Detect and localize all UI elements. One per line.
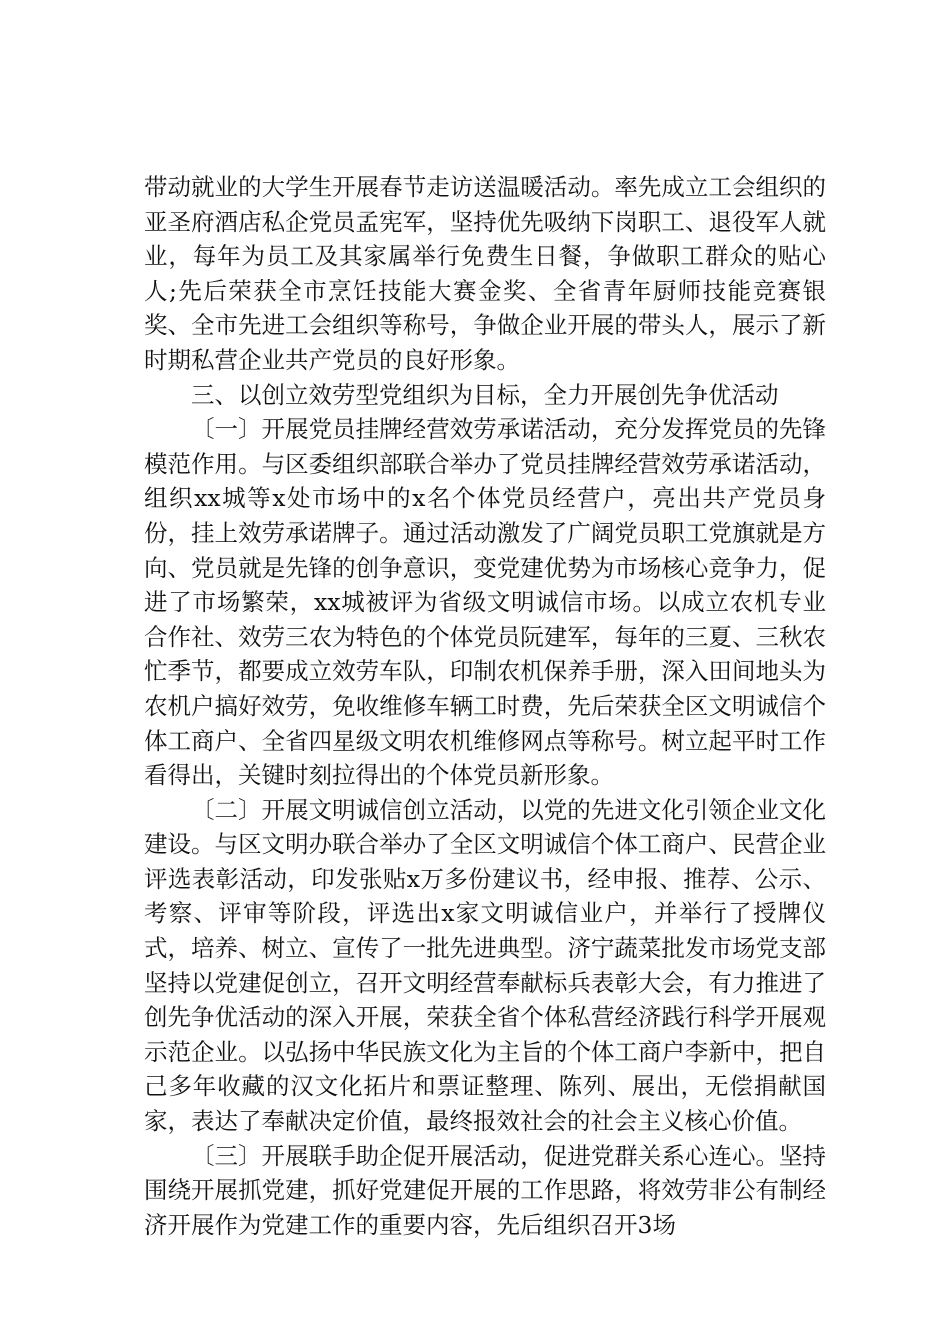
document-page [144,170,826,1242]
paragraph-subsection-two: 〔二〕开展文明诚信创立活动，以党的先进文化引领企业文化建设。与区文明办联合举办了全区文明诚信个体工商户、民营企业评选表彰活动，印发张贴x万多份建议书，经申报、推荐、公示、考察、评审等阶段，评选出x家文明诚信业户，并举行了授牌仪式，培养、树立、宣传了一批先进典型。济宁蔬菜批发市场党支部坚持以党建促创立，召开文明经营奉献标兵表彰大会，有力推进了创先争优活动的深入开展，荣获全省个体私营经济践行科学开展观示范企业。以弘扬中华民族文化为主旨的个体工商户李新中，把自己多年收藏的汉文化拓片和票证整理、陈列、展出，无偿捐献国家，表达了奉献决定价值，最终报效社会的社会主义核心价值。 [144,795,826,1136]
paragraph-subsection-one: 〔一〕开展党员挂牌经营效劳承诺活动，充分发挥党员的先锋模范作用。与区委组织部联合举办了党员挂牌经营效劳承诺活动，组织xx城等x处市场中的x名个体党员经营户，亮出共产党员身份，挂上效劳承诺牌子。通过活动激发了广阔党员职工党旗就是方向、党员就是先锋的创争意识，变党建优势为市场核心竞争力，促进了市场繁荣，xx城被评为省级文明诚信市场。以成立农机专业合作社、效劳三农为特色的个体党员阮建军，每年的三夏、三秋农忙季节，都要成立效劳车队，印制农机保养手册，深入田间地头为农机户搞好效劳，免收维修车辆工时费，先后荣获全区文明诚信个体工商户、全省四星级文明农机维修网点等称号。树立起平时工作看得出，关键时刻拉得出的个体党员新形象。 [144,415,826,790]
paragraph-intro-continuation: 带动就业的大学生开展春节走访送温暖活动。率先成立工会组织的亚圣府酒店私企党员孟宪军，坚持优先吸纳下岗职工、退役军人就业，每年为员工及其家属举行免费生日餐，争做职工群众的贴心人;先后荣获全市烹饪技能大赛金奖、全省青年厨师技能竞赛银奖、全市先进工会组织等称号，争做企业开展的带头人，展示了新时期私营企业共产党员的良好形象。 [144,173,826,374]
paragraph-subsection-three: 〔三〕开展联手助企促开展活动，促进党群关系心连心。坚持围绕开展抓党建，抓好党建促开展的工作思路，将效劳非公有制经济开展作为党建工作的重要内容，先后组织召开3场 [144,1141,826,1239]
section-heading-three: 三、以创立效劳型党组织为目标，全力开展创先争优活动 [191,380,779,409]
